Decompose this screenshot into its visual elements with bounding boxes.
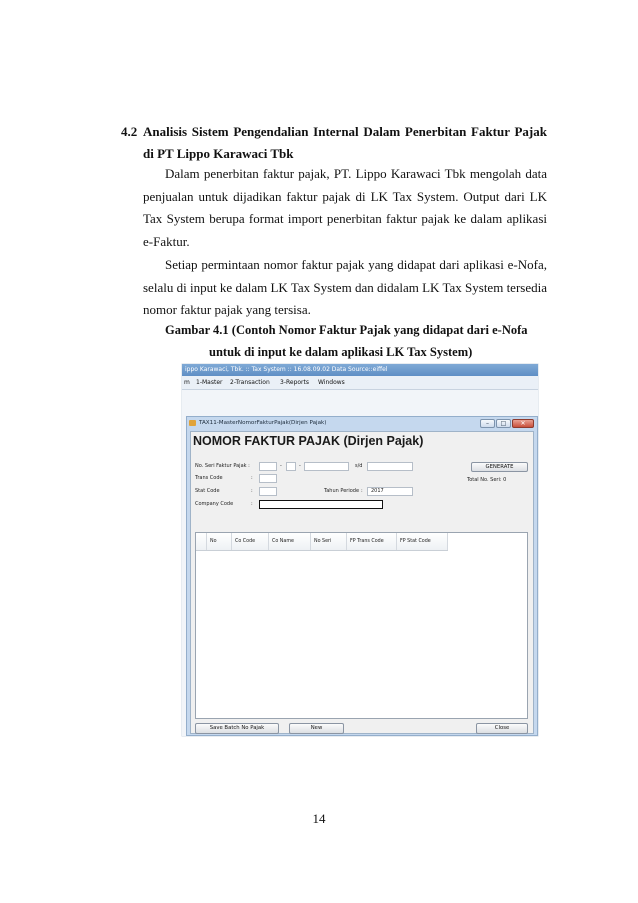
- grid-corner: [196, 533, 207, 550]
- menu-item-m[interactable]: m: [184, 379, 190, 386]
- minimize-button[interactable]: –: [480, 419, 495, 428]
- new-button[interactable]: New: [289, 723, 344, 734]
- dialog-title: TAX11-MasterNomorFakturPajak(Dirjen Pajak): [199, 420, 327, 426]
- tahun-periode-input[interactable]: 2017: [367, 487, 413, 496]
- paragraph-1: [143, 163, 547, 254]
- form-title: NOMOR FAKTUR PAJAK (Dirjen Pajak): [193, 434, 424, 448]
- close-window-button[interactable]: ✕: [512, 419, 534, 428]
- section-number: 4.2: [121, 124, 138, 139]
- save-batch-button[interactable]: Save Batch No Pajak: [195, 723, 279, 734]
- no-seri-start-input[interactable]: [304, 462, 349, 471]
- column-header-fp-trans-code[interactable]: FP Trans Code: [347, 533, 397, 550]
- trans-code-input[interactable]: [259, 474, 277, 483]
- menu-item-transaction[interactable]: 2-Transaction: [230, 379, 270, 386]
- column-header-co-code[interactable]: Co Code: [232, 533, 269, 550]
- tahun-periode-label: Tahun Periode: [324, 488, 360, 494]
- company-code-colon: :: [251, 501, 253, 507]
- stat-code-input[interactable]: [259, 487, 277, 496]
- data-grid[interactable]: [195, 532, 528, 719]
- no-seri-prefix-input[interactable]: [259, 462, 277, 471]
- sd-label: s/d: [355, 463, 363, 469]
- close-button[interactable]: Close: [476, 723, 528, 734]
- trans-code-label: Trans Code: [195, 475, 223, 481]
- figure-caption-line1: Gambar 4.1 (Contoh Nomor Faktur Pajak yang didapat dari e-Nofa: [165, 323, 528, 337]
- figure-screenshot: [182, 364, 538, 736]
- grid-header: [196, 533, 448, 551]
- no-seri-dash-1: -: [280, 463, 282, 469]
- trans-code-colon: :: [251, 475, 253, 481]
- no-seri-year-input[interactable]: [286, 462, 296, 471]
- tahun-periode-colon: :: [361, 488, 363, 494]
- dialog-title-bar: [187, 417, 537, 429]
- total-no-seri: Total No. Seri: 0: [467, 477, 507, 483]
- dialog-window: [186, 416, 538, 736]
- stat-code-colon: :: [251, 488, 253, 494]
- menu-item-windows[interactable]: Windows: [318, 379, 345, 386]
- stat-code-label: Stat Code: [195, 488, 220, 494]
- paragraph-2-text: Setiap permintaan nomor faktur pajak yang didapat dari aplikasi e-Nofa, selalu di input ke dalam LK Tax System dan didalam LK Tax System tersedia nomor faktur pajak yang tersisa.: [143, 257, 547, 318]
- menu-item-reports[interactable]: 3-Reports: [280, 379, 309, 386]
- no-seri-label: No. Seri Faktur Pajak :: [195, 463, 250, 469]
- paragraph-1-text: Dalam penerbitan faktur pajak, PT. Lippo Karawaci Tbk mengolah data penjualan untuk dijadikan faktur pajak di LK Tax System. Output dari LK Tax System berupa format import penerbitan faktur pajak ke dalam aplikasi e-Faktur.: [143, 166, 547, 250]
- window-app-icon: [189, 420, 196, 426]
- no-seri-dash-2: -: [299, 463, 301, 469]
- section-title-line2: di PT Lippo Karawaci Tbk: [143, 146, 294, 161]
- company-code-input[interactable]: [259, 500, 383, 509]
- column-header-no[interactable]: No: [207, 533, 232, 550]
- company-code-label: Company Code: [195, 501, 234, 507]
- no-seri-end-input[interactable]: [367, 462, 413, 471]
- maximize-button[interactable]: □: [496, 419, 511, 428]
- form-body: [190, 431, 534, 734]
- page-number: 14: [312, 811, 326, 826]
- app-menu-bar: [182, 376, 538, 390]
- column-header-no-seri[interactable]: No Seri: [311, 533, 347, 550]
- menu-item-master[interactable]: 1-Master: [196, 379, 223, 386]
- section-title-line1: Analisis Sistem Pengendalian Internal Dalam Penerbitan Faktur Pajak: [143, 124, 547, 139]
- paragraph-2: [143, 254, 547, 322]
- figure-caption-line2: untuk di input ke dalam aplikasi LK Tax System): [209, 345, 473, 359]
- generate-button[interactable]: GENERATE: [471, 462, 528, 472]
- app-title-bar: ippo Karawaci, Tbk. :: Tax System :: 16.08.09.02 Data Source::eiffel: [182, 364, 538, 376]
- column-header-fp-stat-code[interactable]: FP Stat Code: [397, 533, 448, 550]
- column-header-co-name[interactable]: Co Name: [269, 533, 311, 550]
